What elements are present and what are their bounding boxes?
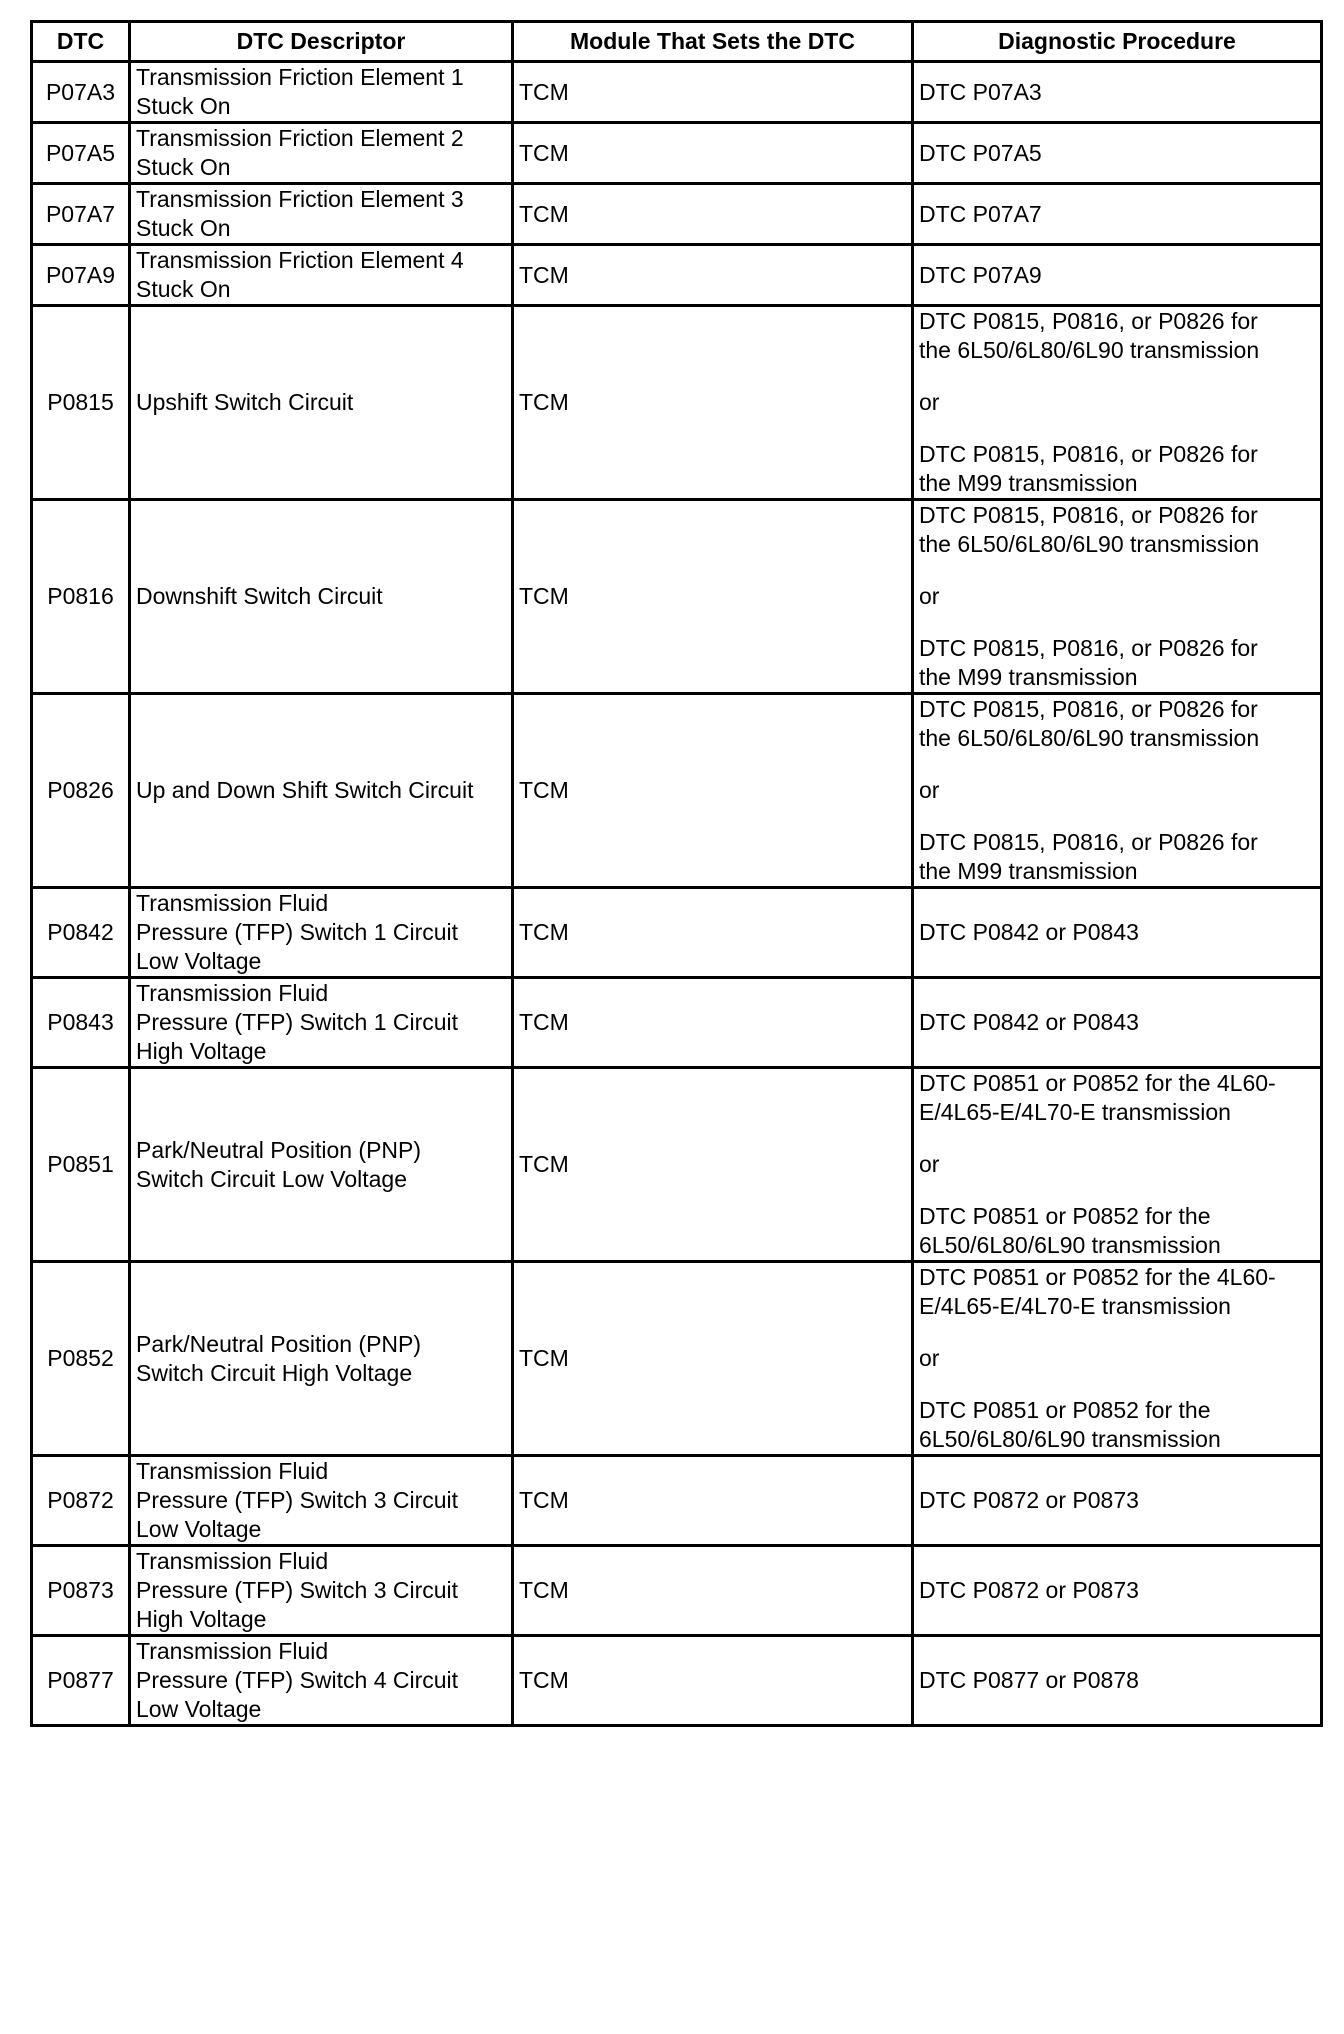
cell-dtc-code: P0842 bbox=[32, 888, 130, 978]
descriptor-line: Downshift Switch Circuit bbox=[136, 583, 383, 609]
descriptor-line: Transmission Fluid bbox=[136, 980, 329, 1006]
header-module: Module That Sets the DTC bbox=[513, 22, 913, 62]
cell-diagnostic-procedure bbox=[913, 1262, 1322, 1456]
table-row bbox=[32, 306, 1322, 500]
procedure-line: or bbox=[919, 1345, 940, 1371]
descriptor-line: Transmission Fluid bbox=[136, 1458, 329, 1484]
table-row bbox=[32, 1546, 1322, 1636]
descriptor-line: Low Voltage bbox=[136, 948, 262, 974]
procedure-line: 6L50/6L80/6L90 transmission bbox=[919, 1232, 1221, 1258]
cell-dtc-descriptor bbox=[130, 1068, 513, 1262]
procedure-line: DTC P0842 or P0843 bbox=[919, 1009, 1139, 1035]
cell-module: TCM bbox=[513, 1456, 913, 1546]
descriptor-line: Pressure (TFP) Switch 3 Circuit bbox=[136, 1577, 459, 1603]
table-row bbox=[32, 184, 1322, 245]
table-row bbox=[32, 1262, 1322, 1456]
cell-module: TCM bbox=[513, 1546, 913, 1636]
cell-dtc-code: P0877 bbox=[32, 1636, 130, 1726]
procedure-line: the M99 transmission bbox=[919, 664, 1138, 690]
cell-dtc-code: P07A7 bbox=[32, 184, 130, 245]
descriptor-line: Transmission Fluid bbox=[136, 890, 329, 916]
procedure-line: DTC P0872 or P0873 bbox=[919, 1577, 1139, 1603]
procedure-line: DTC P0815, P0816, or P0826 for bbox=[919, 696, 1258, 722]
cell-dtc-code: P07A5 bbox=[32, 123, 130, 184]
procedure-line: or bbox=[919, 1151, 940, 1177]
descriptor-line: High Voltage bbox=[136, 1038, 267, 1064]
procedure-line: the 6L50/6L80/6L90 transmission bbox=[919, 725, 1260, 751]
procedure-spacer bbox=[919, 365, 1315, 388]
descriptor-line: Transmission Friction Element 3 bbox=[136, 186, 464, 212]
procedure-line: DTC P0851 or P0852 for the 4L60- bbox=[919, 1264, 1276, 1290]
procedure-line: DTC P0815, P0816, or P0826 for bbox=[919, 441, 1258, 467]
table-row bbox=[32, 1068, 1322, 1262]
procedure-line: or bbox=[919, 583, 940, 609]
descriptor-line: Stuck On bbox=[136, 215, 231, 241]
header-dtc: DTC bbox=[32, 22, 130, 62]
procedure-line: DTC P0815, P0816, or P0826 for bbox=[919, 829, 1258, 855]
descriptor-line: Transmission Fluid bbox=[136, 1638, 329, 1664]
procedure-line: DTC P0872 or P0873 bbox=[919, 1487, 1139, 1513]
procedure-line: DTC P0815, P0816, or P0826 for bbox=[919, 635, 1258, 661]
procedure-line: E/4L65-E/4L70-E transmission bbox=[919, 1293, 1231, 1319]
table-row bbox=[32, 123, 1322, 184]
cell-diagnostic-procedure bbox=[913, 694, 1322, 888]
header-procedure: Diagnostic Procedure bbox=[913, 22, 1322, 62]
cell-module: TCM bbox=[513, 62, 913, 123]
cell-dtc-code: P0872 bbox=[32, 1456, 130, 1546]
cell-dtc-descriptor bbox=[130, 1636, 513, 1726]
cell-dtc-descriptor bbox=[130, 694, 513, 888]
header-descriptor: DTC Descriptor bbox=[130, 22, 513, 62]
cell-dtc-descriptor bbox=[130, 978, 513, 1068]
cell-dtc-code: P0843 bbox=[32, 978, 130, 1068]
cell-diagnostic-procedure bbox=[913, 245, 1322, 306]
procedure-line: 6L50/6L80/6L90 transmission bbox=[919, 1426, 1221, 1452]
procedure-spacer bbox=[919, 805, 1315, 828]
procedure-spacer bbox=[919, 559, 1315, 582]
procedure-spacer bbox=[919, 417, 1315, 440]
procedure-line: DTC P07A5 bbox=[919, 139, 1042, 166]
procedure-line: DTC P07A7 bbox=[919, 200, 1042, 227]
table-header-row bbox=[32, 22, 1322, 62]
cell-diagnostic-procedure bbox=[913, 1068, 1322, 1262]
descriptor-line: Transmission Friction Element 4 bbox=[136, 247, 464, 273]
cell-diagnostic-procedure bbox=[913, 123, 1322, 184]
procedure-spacer bbox=[919, 1179, 1315, 1202]
procedure-line: DTC P07A9 bbox=[919, 261, 1042, 288]
cell-module: TCM bbox=[513, 1262, 913, 1456]
procedure-line: DTC P0851 or P0852 for the bbox=[919, 1203, 1211, 1229]
descriptor-line: Pressure (TFP) Switch 4 Circuit bbox=[136, 1667, 459, 1693]
procedure-line: DTC P0842 or P0843 bbox=[919, 919, 1139, 945]
cell-module: TCM bbox=[513, 123, 913, 184]
procedure-spacer bbox=[919, 1127, 1315, 1150]
cell-module: TCM bbox=[513, 1068, 913, 1262]
cell-module: TCM bbox=[513, 184, 913, 245]
descriptor-line: Park/Neutral Position (PNP) bbox=[136, 1136, 422, 1163]
dtc-table-container bbox=[30, 20, 1323, 1727]
cell-dtc-descriptor bbox=[130, 123, 513, 184]
table-body bbox=[32, 62, 1322, 1726]
descriptor-line: Pressure (TFP) Switch 1 Circuit bbox=[136, 1009, 459, 1035]
procedure-line: DTC P0851 or P0852 for the bbox=[919, 1397, 1211, 1423]
procedure-line: the M99 transmission bbox=[919, 470, 1138, 496]
descriptor-line: Transmission Friction Element 2 bbox=[136, 125, 464, 151]
cell-diagnostic-procedure bbox=[913, 978, 1322, 1068]
table-row bbox=[32, 1636, 1322, 1726]
table-row bbox=[32, 694, 1322, 888]
descriptor-line: Switch Circuit High Voltage bbox=[136, 1359, 413, 1386]
cell-dtc-descriptor bbox=[130, 1262, 513, 1456]
descriptor-line: Stuck On bbox=[136, 154, 231, 180]
descriptor-line: Up and Down Shift Switch Circuit bbox=[136, 777, 474, 803]
procedure-line: or bbox=[919, 389, 940, 415]
cell-diagnostic-procedure bbox=[913, 184, 1322, 245]
table-row bbox=[32, 245, 1322, 306]
procedure-spacer bbox=[919, 1373, 1315, 1396]
cell-dtc-code: P0852 bbox=[32, 1262, 130, 1456]
cell-diagnostic-procedure bbox=[913, 1456, 1322, 1546]
procedure-line: DTC P07A3 bbox=[919, 78, 1042, 105]
cell-dtc-code: P0815 bbox=[32, 306, 130, 500]
table-row bbox=[32, 1456, 1322, 1546]
procedure-spacer bbox=[919, 753, 1315, 776]
descriptor-line: Park/Neutral Position (PNP) bbox=[136, 1330, 422, 1357]
descriptor-line: Stuck On bbox=[136, 276, 231, 302]
cell-dtc-code: P07A3 bbox=[32, 62, 130, 123]
cell-dtc-code: P0873 bbox=[32, 1546, 130, 1636]
procedure-line: the 6L50/6L80/6L90 transmission bbox=[919, 337, 1260, 363]
cell-dtc-descriptor bbox=[130, 184, 513, 245]
procedure-line: or bbox=[919, 777, 940, 803]
dtc-table bbox=[30, 20, 1323, 1727]
cell-module: TCM bbox=[513, 694, 913, 888]
cell-module: TCM bbox=[513, 1636, 913, 1726]
cell-dtc-descriptor bbox=[130, 1546, 513, 1636]
descriptor-line: Pressure (TFP) Switch 3 Circuit bbox=[136, 1487, 459, 1513]
table-row bbox=[32, 62, 1322, 123]
descriptor-line: High Voltage bbox=[136, 1606, 267, 1632]
cell-diagnostic-procedure bbox=[913, 500, 1322, 694]
cell-dtc-descriptor bbox=[130, 62, 513, 123]
cell-diagnostic-procedure bbox=[913, 306, 1322, 500]
cell-dtc-descriptor bbox=[130, 1456, 513, 1546]
descriptor-line: Upshift Switch Circuit bbox=[136, 389, 354, 415]
procedure-line: the 6L50/6L80/6L90 transmission bbox=[919, 531, 1260, 557]
procedure-line: DTC P0815, P0816, or P0826 for bbox=[919, 502, 1258, 528]
descriptor-line: Transmission Friction Element 1 bbox=[136, 64, 464, 90]
table-row bbox=[32, 978, 1322, 1068]
cell-dtc-code: P0851 bbox=[32, 1068, 130, 1262]
cell-dtc-code: P0826 bbox=[32, 694, 130, 888]
cell-module: TCM bbox=[513, 978, 913, 1068]
procedure-line: DTC P0877 or P0878 bbox=[919, 1667, 1139, 1693]
procedure-line: DTC P0815, P0816, or P0826 for bbox=[919, 308, 1258, 334]
table-row bbox=[32, 500, 1322, 694]
descriptor-line: Switch Circuit Low Voltage bbox=[136, 1165, 408, 1192]
descriptor-line: Low Voltage bbox=[136, 1516, 262, 1542]
procedure-line: the M99 transmission bbox=[919, 858, 1138, 884]
descriptor-line: Pressure (TFP) Switch 1 Circuit bbox=[136, 919, 459, 945]
procedure-line: E/4L65-E/4L70-E transmission bbox=[919, 1099, 1231, 1125]
table-row bbox=[32, 888, 1322, 978]
cell-module: TCM bbox=[513, 888, 913, 978]
cell-diagnostic-procedure bbox=[913, 1546, 1322, 1636]
procedure-spacer bbox=[919, 611, 1315, 634]
cell-module: TCM bbox=[513, 306, 913, 500]
cell-dtc-descriptor bbox=[130, 888, 513, 978]
descriptor-line: Transmission Fluid bbox=[136, 1548, 329, 1574]
procedure-line: DTC P0851 or P0852 for the 4L60- bbox=[919, 1070, 1276, 1096]
cell-dtc-code: P0816 bbox=[32, 500, 130, 694]
cell-diagnostic-procedure bbox=[913, 1636, 1322, 1726]
cell-module: TCM bbox=[513, 245, 913, 306]
cell-dtc-descriptor bbox=[130, 500, 513, 694]
cell-dtc-code: P07A9 bbox=[32, 245, 130, 306]
cell-module: TCM bbox=[513, 500, 913, 694]
cell-diagnostic-procedure bbox=[913, 62, 1322, 123]
cell-dtc-descriptor bbox=[130, 306, 513, 500]
cell-dtc-descriptor bbox=[130, 245, 513, 306]
descriptor-line: Stuck On bbox=[136, 93, 231, 119]
procedure-spacer bbox=[919, 1321, 1315, 1344]
cell-diagnostic-procedure bbox=[913, 888, 1322, 978]
descriptor-line: Low Voltage bbox=[136, 1696, 262, 1722]
